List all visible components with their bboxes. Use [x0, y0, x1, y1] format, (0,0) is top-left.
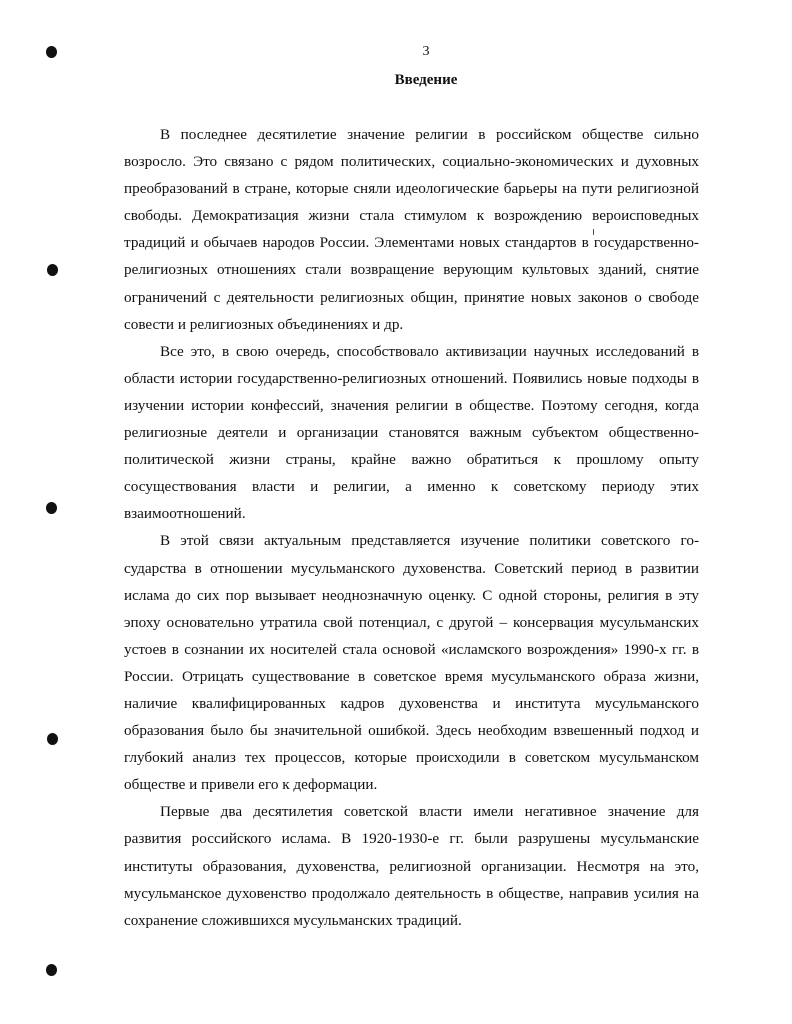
paragraph: В этой связи актуальным представляется изучение политики советского государства в отношении мусульманского духовенства. Советский период в развитии ислама до сих пор вызывает неоднозначную оценку. С одной стороны, религия в эту эпоху основательно утратила свой потенциал, с другой – консервация мусульманских устоев в сознании их носителей стала основой «исламского возрождения» 1990-х гг. в России. Отрицать существование в советское время мусульманского образа жизни, наличие квалифицированных кадров духовенства и института мусульманского образования было бы значительной ошибкой. Здесь необходим взвешенный подход и глубокий анализ тех процессов, которые происходили в советском мусульманском обществе и привели его к деформации. [124, 532, 699, 794]
binder-hole [46, 502, 57, 514]
binder-hole [46, 964, 57, 976]
paragraph: Первые два десятилетия советской власти имели негативное значение для развития российского ислама. В 1920-1930-е гг. были разрушены мусульманские институты образования, духовенства, религиозной организации. Несмотря на это, мусульманское духовенство продолжало деятельность в обществе, направив усилия на сохранение сложившихся мусульманских традиций. [124, 803, 699, 929]
page-number: 3 [422, 44, 430, 59]
binder-hole [47, 733, 58, 745]
document-body [124, 121, 699, 934]
paragraph: В последнее десятилетие значение религии в российском обществе сильно возросло. Это связано с рядом политических, социально-экономических и духовных преобразований в стране, которые сняли идеологические барьеры на пути религиозной свободы. Демократизация жизни стала стимулом к возрождению вероисповедных традиций и обычаев народов России. Элементами новых стандартов в государственно-религиозных отношениях стали возвращение верующим культовых зданий, снятие ограничений с деятельности религиозных общин, принятие новых законов о свободе совести и религиозных объединениях и др. [124, 126, 699, 333]
page-title: Введение [394, 72, 458, 88]
binder-hole [47, 264, 58, 276]
paragraph: Все это, в свою очередь, способствовало активизации научных исследований в области истории государственно-религиозных отношений. Появились новые подходы в изучении истории конфессий, значения религии в обществе. Поэтому сегодня, когда религиозные деятели и организации становятся важным субъектом общественно-политической жизни страны, крайне важно обратиться к прошлому опыту сосуществования власти и религии, а именно к советскому периоду этих взаимоотношений. [124, 342, 699, 523]
